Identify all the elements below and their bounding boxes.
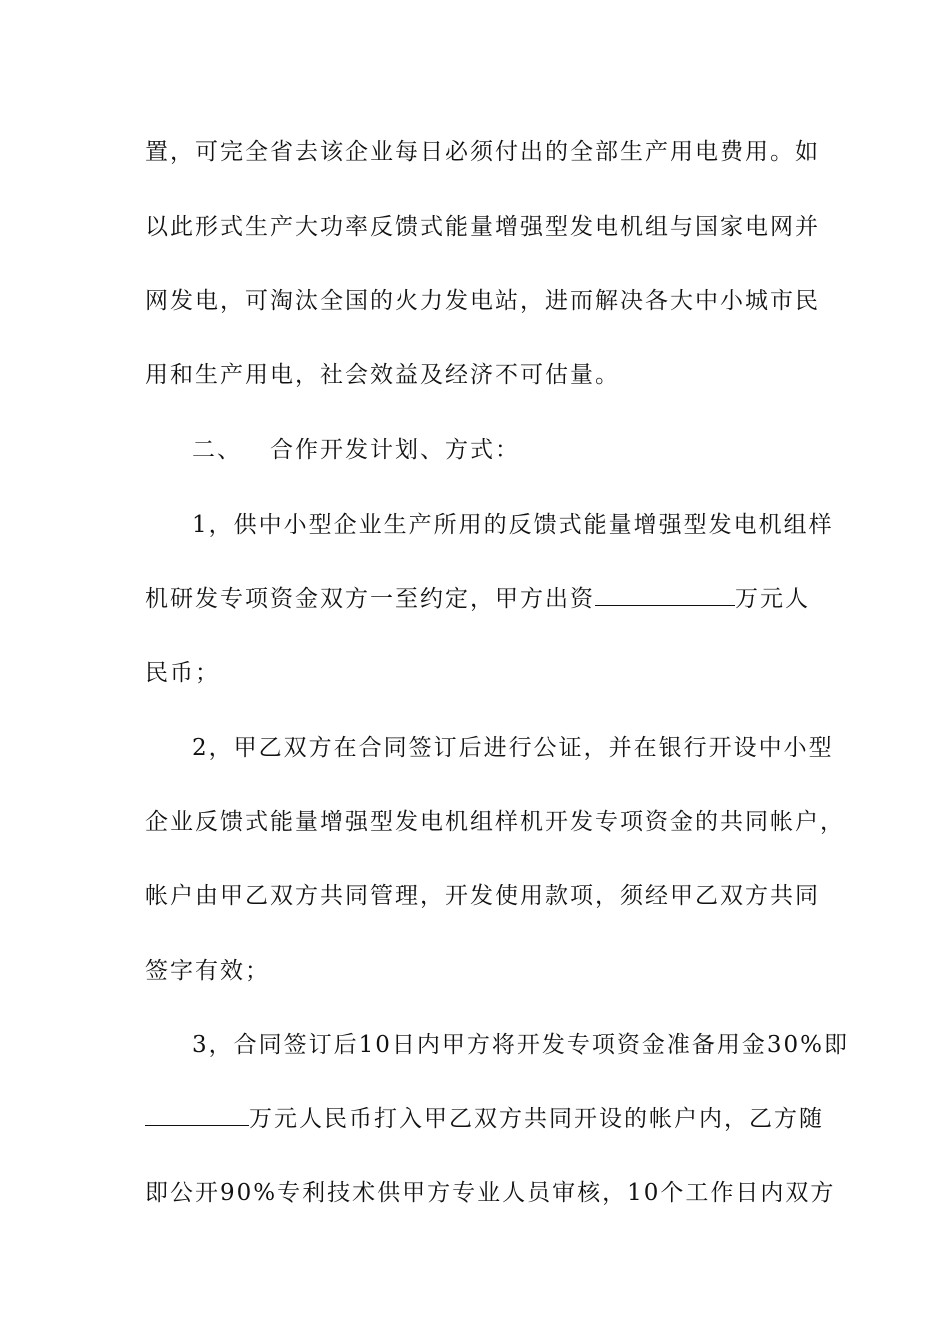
paragraph-line-1: 置，可完全省去该企业每日必须付出的全部生产用电费用。如 (145, 139, 820, 165)
paragraph-line-2: 以此形式生产大功率反馈式能量增强型发电机组与国家电网并 (145, 214, 820, 240)
section-number: 二、 (192, 437, 242, 463)
item3-line-2 (145, 1104, 824, 1134)
blank-amount-1 (595, 585, 735, 606)
item2-line-4: 签字有效； (145, 958, 270, 984)
item1-text-before: 机研发专项资金双方一至约定，甲方出资 (145, 586, 595, 612)
paragraph-line-4: 用和生产用电，社会效益及经济不可估量。 (145, 362, 620, 388)
section-heading (192, 435, 520, 465)
item3-line-1: 3，合同签订后10日内甲方将开发专项资金准备用金30%即 (192, 1032, 850, 1058)
blank-amount-2 (145, 1105, 249, 1126)
item3-text-after: 万元人民币打入甲乙双方共同开设的帐户内，乙方随 (249, 1106, 824, 1132)
paragraph-line-3: 网发电，可淘汰全国的火力发电站，进而解决各大中小城市民 (145, 288, 820, 314)
item2-line-3: 帐户由甲乙双方共同管理，开发使用款项，须经甲乙双方共同 (145, 883, 820, 909)
item1-line-3: 民币； (145, 660, 220, 686)
item2-line-1: 2，甲乙双方在合同签订后进行公证，并在银行开设中小型 (192, 735, 834, 761)
item1-text-after: 万元人 (735, 586, 810, 612)
section-title: 合作开发计划、方式： (270, 437, 520, 463)
item3-line-3: 即公开90%专利技术供甲方专业人员审核，10个工作日内双方 (145, 1180, 836, 1206)
item2-line-2: 企业反馈式能量增强型发电机组样机开发专项资金的共同帐户， (145, 809, 845, 835)
item1-line-1: 1，供中小型企业生产所用的反馈式能量增强型发电机组样 (192, 512, 834, 538)
item1-line-2 (145, 584, 810, 614)
